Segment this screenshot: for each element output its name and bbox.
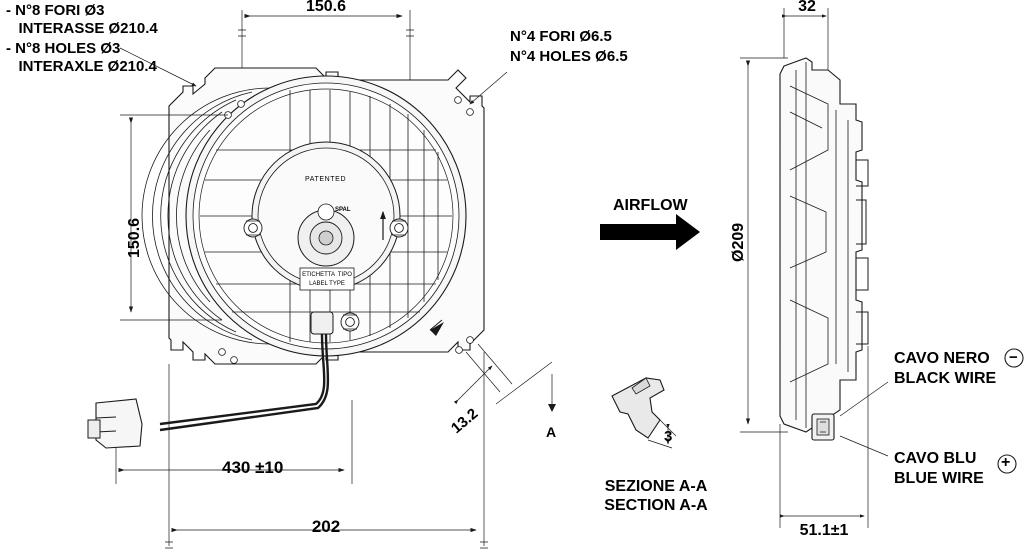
leader-blue-wire [840, 436, 888, 456]
brand-label: SPAL [335, 207, 351, 213]
dim-label-top-width: 150.6 [305, 0, 347, 15]
blue-wire-label-it: CAVO BLU [894, 450, 977, 467]
leader-4holes [470, 72, 507, 104]
airflow-arrow [600, 214, 700, 250]
label-type-en: LABEL TYPE [309, 281, 345, 287]
note-4-holes-it: N°4 FORI Ø6.5 [510, 28, 612, 45]
front-view-fan [88, 68, 484, 448]
black-wire-polarity: − [1009, 349, 1018, 366]
label-type-it: ETICHETTA TIPO [302, 272, 352, 278]
dim-label-left-height: 150.6 [126, 217, 143, 258]
dim-label-overall-width: 202 [311, 517, 341, 536]
note-4-holes-en: N°4 HOLES Ø6.5 [510, 48, 628, 65]
leader-black-wire [840, 382, 888, 416]
note-8-holes-it-line2: INTERASSE Ø210.4 [6, 20, 158, 37]
side-view-fan [780, 58, 868, 440]
dim-label-section-thickness: 3 [664, 428, 673, 445]
blue-wire-label-en: BLUE WIRE [894, 470, 984, 487]
dim-label-cable-length: 430 ±10 [222, 458, 284, 477]
note-8-holes-en-line1: - N°8 HOLES Ø3 [6, 40, 121, 57]
note-8-holes-en-line2: INTERAXLE Ø210.4 [6, 58, 157, 75]
black-wire-label-it: CAVO NERO [894, 350, 990, 367]
section-marker-a: A [546, 424, 557, 440]
dim-13-2 [458, 344, 556, 412]
patented-label: PATENTED [305, 176, 347, 183]
airflow-label: AIRFLOW [613, 197, 688, 214]
note-8-holes-it-line1: - N°8 FORI Ø3 [6, 2, 105, 19]
section-title-en: SECTION A-A [604, 497, 708, 514]
blue-wire-polarity: + [1001, 454, 1011, 471]
dim-label-side-diameter: Ø209 [730, 222, 747, 262]
dim-label-flange-offset: 13.2 [448, 405, 482, 438]
section-title-it: SEZIONE A-A [604, 478, 708, 495]
dim-label-side-depth: 51.1±1 [799, 522, 849, 539]
black-wire-label-en: BLACK WIRE [894, 370, 997, 387]
dim-label-side-top-width: 32 [798, 0, 816, 15]
